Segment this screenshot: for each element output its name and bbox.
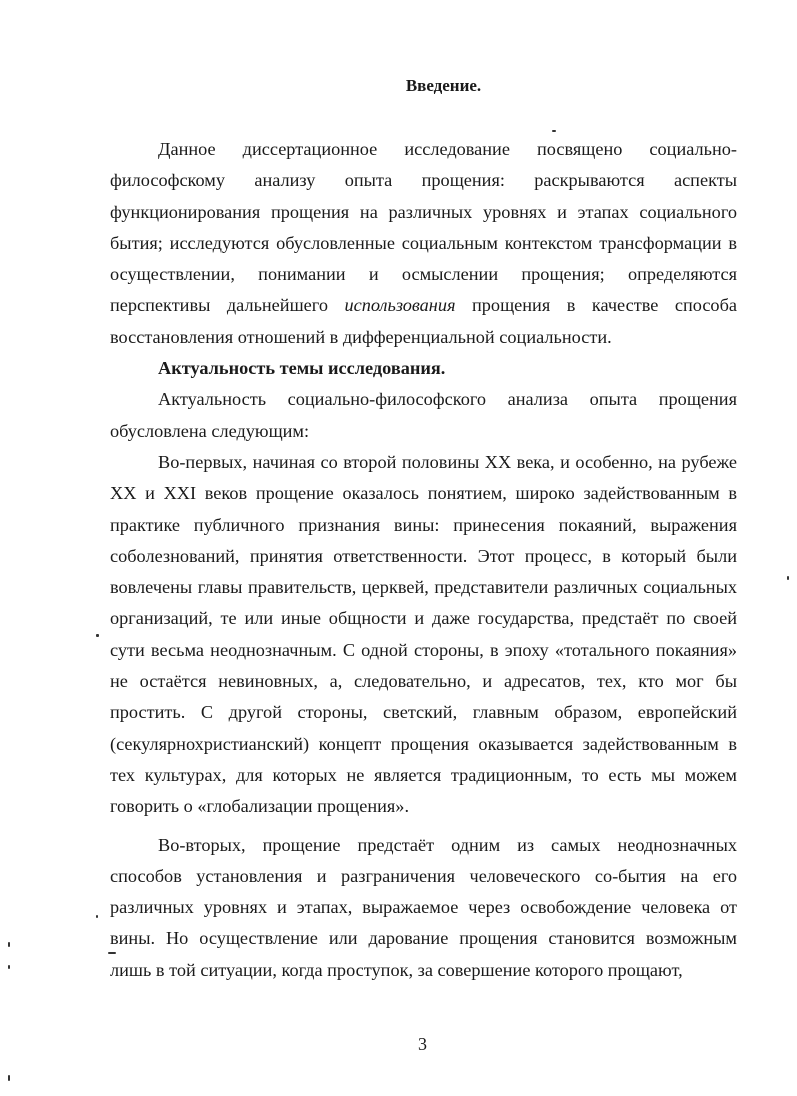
scan-speck — [96, 915, 98, 918]
paragraph-secondly: Во-вторых, прощение предстаёт одним из самых неоднозначных способов установления и разграничения человеческого со-бытия на его различных уровнях и этапах, выражаемое через освобождение человека от вины. Но осуществление или дарование прощения становится возможным лишь в той ситуации, когда проступок, за совершение которого прощают, — [110, 834, 737, 980]
scan-speck — [8, 965, 10, 969]
scan-speck — [8, 942, 10, 947]
scan-speck — [108, 952, 116, 954]
page-title: Введение. — [405, 76, 482, 95]
section-heading-relevance: Актуальность темы исследования. — [158, 358, 446, 379]
paragraph-intro-italic: использования — [344, 295, 456, 316]
scan-speck — [96, 634, 99, 637]
body-text — [110, 134, 737, 986]
paragraph-relevance: Актуальность социально-философского анализа опыта прощения обусловлена следующим: — [110, 389, 737, 441]
paragraph-firstly: Во-первых, начиная со второй половины XX века, и особенно, на рубеже XX и XXI веков прощение оказалось понятием, широко задействованным в практике публичного признания вины: принесения покаяний, выражения соболезнований, принятия ответственности. Этот процесс, в который были вовлечены главы правительств, церквей, представители различных социальных организаций, те или иные общности и даже государства, предстаёт по своей сути весьма неоднозначным. С одной стороны, в эпоху «тотального покаяния» не остаётся невиновных, а, следовательно, и адресатов, тех, кто мог бы простить. С другой стороны, светский, главным образом, европейский (секулярнохристианский) концепт прощения оказывается задействованным в тех культурах, для которых не является традиционным, то есть мы можем говорить о «глобализации прощения». — [110, 451, 737, 817]
paragraph-intro-tail: прощения в качестве способа восстановления отношений в дифференциальной социальности. — [110, 295, 737, 347]
paragraph-intro-text: Данное диссертационное исследование посвящено социально-философскому анализу опыта прощения: раскрываются аспекты функционирования прощения на различных уровнях и этапах социального бытия; исследуются обусловленные социальным контекстом трансформации в осуществлении, понимании и осмыслении прощения; определяются перспективы дальнейшего — [110, 139, 737, 316]
page-number: 3 — [418, 1034, 427, 1054]
scan-speck — [552, 130, 556, 132]
paragraph-intro — [110, 134, 737, 353]
scan-speck — [8, 1075, 10, 1081]
scan-speck — [787, 576, 789, 580]
